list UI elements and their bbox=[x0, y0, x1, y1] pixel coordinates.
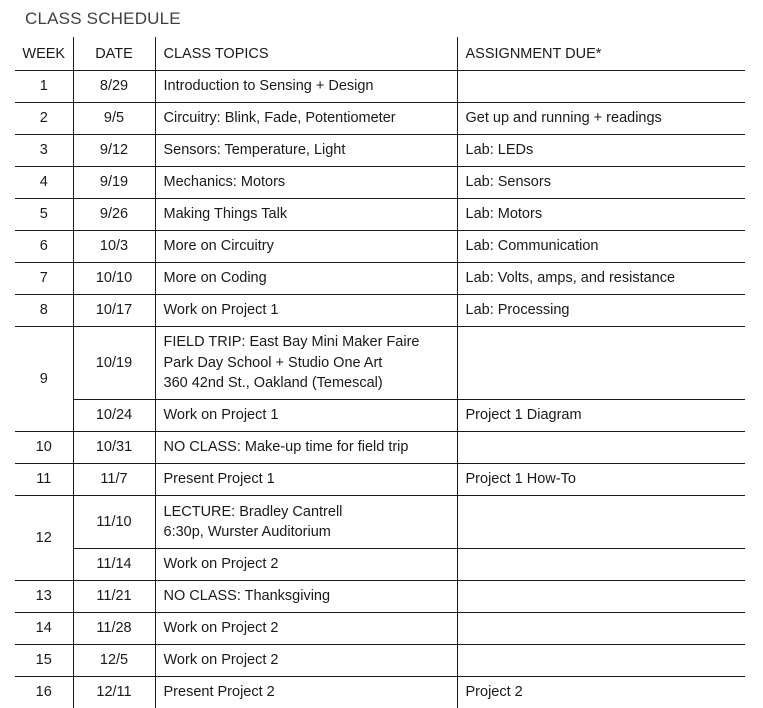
date-cell: 11/7 bbox=[73, 464, 155, 496]
topic-line: More on Coding bbox=[164, 268, 457, 289]
table-row bbox=[15, 645, 745, 677]
due-cell: Lab: Sensors bbox=[457, 167, 745, 199]
topic-line: More on Circuitry bbox=[164, 236, 457, 257]
week-cell: 16 bbox=[15, 677, 73, 708]
due-cell: Project 2 bbox=[457, 677, 745, 708]
table-row bbox=[15, 496, 745, 549]
topic-line: Circuitry: Blink, Fade, Potentiometer bbox=[164, 108, 457, 129]
topic-cell bbox=[155, 464, 457, 496]
due-cell bbox=[457, 327, 745, 400]
date-cell: 9/26 bbox=[73, 199, 155, 231]
week-cell: 10 bbox=[15, 432, 73, 464]
topic-line: Work on Project 1 bbox=[164, 300, 457, 321]
table-row bbox=[15, 327, 745, 400]
week-cell: 4 bbox=[15, 167, 73, 199]
topic-cell bbox=[155, 135, 457, 167]
topic-line: Present Project 1 bbox=[164, 469, 457, 490]
week-cell: 2 bbox=[15, 103, 73, 135]
due-cell bbox=[457, 645, 745, 677]
topic-line: Mechanics: Motors bbox=[164, 172, 457, 193]
header-week: WEEK bbox=[15, 37, 73, 71]
header-row bbox=[15, 37, 745, 71]
week-cell: 1 bbox=[15, 71, 73, 103]
topic-line: FIELD TRIP: East Bay Mini Maker Faire bbox=[164, 332, 457, 353]
week-cell: 8 bbox=[15, 295, 73, 327]
table-row bbox=[15, 199, 745, 231]
header-topics: CLASS TOPICS bbox=[155, 37, 457, 71]
table-row bbox=[15, 135, 745, 167]
topic-line: 6:30p, Wurster Auditorium bbox=[164, 522, 457, 543]
date-cell: 9/5 bbox=[73, 103, 155, 135]
week-cell: 5 bbox=[15, 199, 73, 231]
topic-line: Sensors: Temperature, Light bbox=[164, 140, 457, 161]
week-cell: 15 bbox=[15, 645, 73, 677]
topic-cell bbox=[155, 327, 457, 400]
table-row bbox=[15, 613, 745, 645]
week-cell: 6 bbox=[15, 231, 73, 263]
topic-line: Work on Project 2 bbox=[164, 554, 457, 575]
due-cell: Project 1 Diagram bbox=[457, 400, 745, 432]
due-cell bbox=[457, 581, 745, 613]
date-cell: 11/10 bbox=[73, 496, 155, 549]
header-date: DATE bbox=[73, 37, 155, 71]
topic-line: Park Day School + Studio One Art bbox=[164, 353, 457, 374]
due-cell: Project 1 How-To bbox=[457, 464, 745, 496]
table-row bbox=[15, 103, 745, 135]
topic-cell bbox=[155, 645, 457, 677]
table-row bbox=[15, 581, 745, 613]
date-cell: 11/28 bbox=[73, 613, 155, 645]
table-row bbox=[15, 231, 745, 263]
table-row bbox=[15, 71, 745, 103]
date-cell: 10/31 bbox=[73, 432, 155, 464]
topic-line: NO CLASS: Make-up time for field trip bbox=[164, 437, 457, 458]
due-cell: Lab: LEDs bbox=[457, 135, 745, 167]
week-cell: 9 bbox=[15, 327, 73, 432]
schedule-title: CLASS SCHEDULE bbox=[25, 9, 181, 29]
due-cell: Lab: Communication bbox=[457, 231, 745, 263]
table-row bbox=[15, 295, 745, 327]
due-cell: Lab: Motors bbox=[457, 199, 745, 231]
week-cell: 13 bbox=[15, 581, 73, 613]
table-row bbox=[15, 677, 745, 708]
due-cell: Lab: Processing bbox=[457, 295, 745, 327]
due-cell: Lab: Volts, amps, and resistance bbox=[457, 263, 745, 295]
date-cell: 11/14 bbox=[73, 549, 155, 581]
week-cell: 14 bbox=[15, 613, 73, 645]
topic-cell bbox=[155, 496, 457, 549]
week-cell: 7 bbox=[15, 263, 73, 295]
week-cell: 3 bbox=[15, 135, 73, 167]
topic-cell bbox=[155, 71, 457, 103]
topic-cell bbox=[155, 103, 457, 135]
topic-line: Work on Project 1 bbox=[164, 405, 457, 426]
topic-cell bbox=[155, 167, 457, 199]
table-row bbox=[15, 432, 745, 464]
schedule-table bbox=[15, 37, 745, 708]
date-cell: 10/24 bbox=[73, 400, 155, 432]
topic-cell bbox=[155, 677, 457, 708]
topic-cell bbox=[155, 263, 457, 295]
table-row bbox=[15, 263, 745, 295]
topic-cell bbox=[155, 432, 457, 464]
topic-line: Introduction to Sensing + Design bbox=[164, 76, 457, 97]
date-cell: 9/12 bbox=[73, 135, 155, 167]
topic-line: Making Things Talk bbox=[164, 204, 457, 225]
table-row bbox=[15, 167, 745, 199]
date-cell: 10/19 bbox=[73, 327, 155, 400]
topic-line: LECTURE: Bradley Cantrell bbox=[164, 502, 457, 523]
topic-line: Present Project 2 bbox=[164, 682, 457, 703]
date-cell: 12/5 bbox=[73, 645, 155, 677]
due-cell bbox=[457, 432, 745, 464]
due-cell bbox=[457, 613, 745, 645]
topic-line: Work on Project 2 bbox=[164, 618, 457, 639]
topic-cell bbox=[155, 613, 457, 645]
topic-cell bbox=[155, 295, 457, 327]
topic-cell bbox=[155, 549, 457, 581]
week-cell: 11 bbox=[15, 464, 73, 496]
topic-cell bbox=[155, 400, 457, 432]
date-cell: 12/11 bbox=[73, 677, 155, 708]
date-cell: 10/3 bbox=[73, 231, 155, 263]
table-row bbox=[15, 400, 745, 432]
date-cell: 8/29 bbox=[73, 71, 155, 103]
date-cell: 11/21 bbox=[73, 581, 155, 613]
header-due: ASSIGNMENT DUE* bbox=[457, 37, 745, 71]
topic-cell bbox=[155, 199, 457, 231]
topic-cell bbox=[155, 231, 457, 263]
table-row bbox=[15, 464, 745, 496]
date-cell: 10/10 bbox=[73, 263, 155, 295]
date-cell: 9/19 bbox=[73, 167, 155, 199]
topic-line: 360 42nd St., Oakland (Temescal) bbox=[164, 373, 457, 394]
topic-cell bbox=[155, 581, 457, 613]
date-cell: 10/17 bbox=[73, 295, 155, 327]
due-cell bbox=[457, 549, 745, 581]
due-cell bbox=[457, 71, 745, 103]
topic-line: Work on Project 2 bbox=[164, 650, 457, 671]
due-cell: Get up and running + readings bbox=[457, 103, 745, 135]
due-cell bbox=[457, 496, 745, 549]
week-cell: 12 bbox=[15, 496, 73, 581]
table-row bbox=[15, 549, 745, 581]
topic-line: NO CLASS: Thanksgiving bbox=[164, 586, 457, 607]
